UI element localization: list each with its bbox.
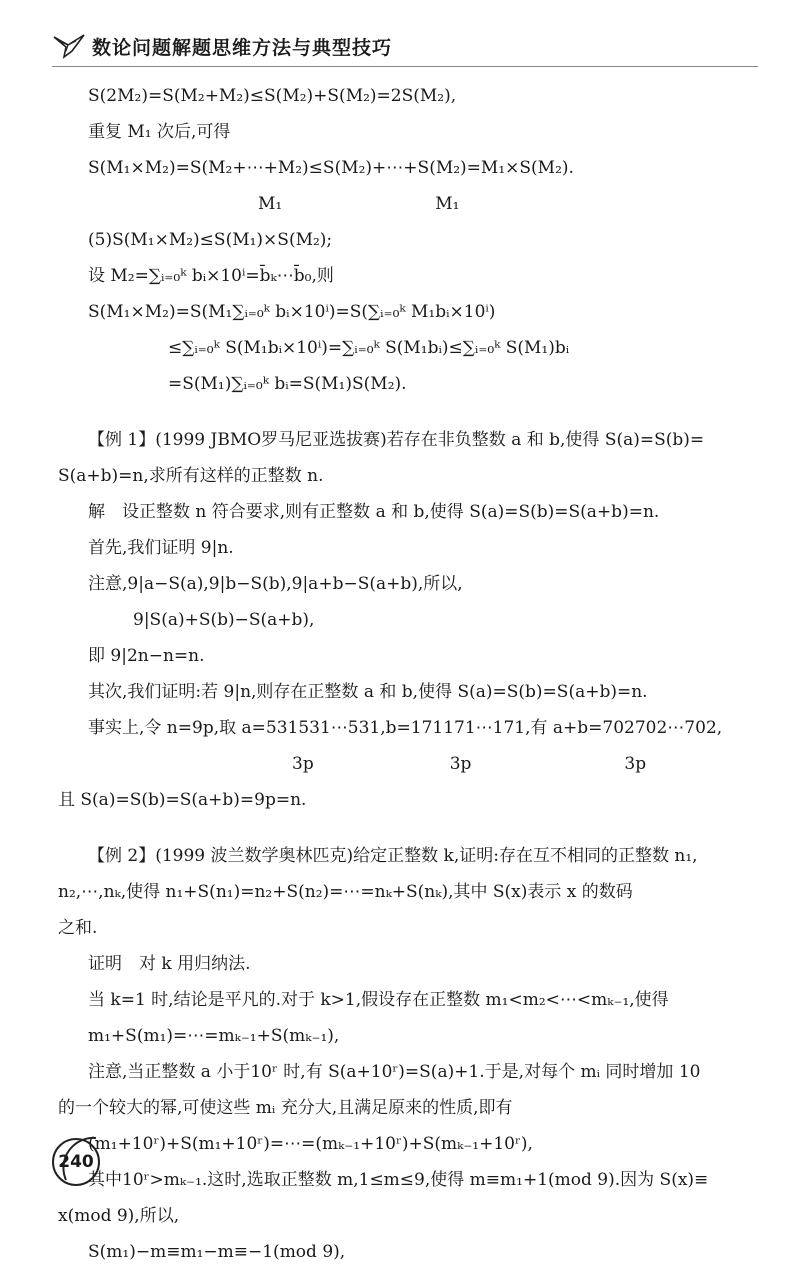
text-line-l21: 之和.: [58, 918, 98, 938]
text-line-l22: 证明 对 k 用归纳法.: [88, 954, 251, 974]
paragraph-gap: [58, 402, 758, 422]
text-line-l11: 解 设正整数 n 符合要求,则有正整数 a 和 b,使得 S(a)=S(b)=S(a+b)=n.: [88, 502, 660, 522]
text-line-l6: S(M₁×M₂)=S(M₁∑ᵢ₌₀ᵏ bᵢ×10ⁱ)=S(∑ᵢ₌₀ᵏ M₁bᵢ×10ⁱ): [88, 302, 496, 322]
text-line-l16: 其次,我们证明:若 9|n,则存在正整数 a 和 b,使得 S(a)=S(b)=S(a+b)=n.: [88, 682, 648, 702]
text-line-l30: S(m₁)−m≡m₁−m≡−1(mod 9),: [88, 1242, 346, 1262]
text-line-l3: S(M₁×M₂)=S(M₂+⋯+M₂)≤S(M₂)+⋯+S(M₂)=M₁×S(M₂).: [88, 158, 574, 178]
text-line-l2: 重复 M₁ 次后,可得: [88, 122, 231, 142]
text-line-l5: 设 M₂=∑ᵢ₌₀ᵏ bᵢ×10ⁱ=b̄ₖ⋯b̄₀,则: [88, 266, 334, 286]
text-line-l15: 即 9|2n−n=n.: [88, 646, 205, 666]
text-line-l25: 注意,当正整数 a 小于10ʳ 时,有 S(a+10ʳ)=S(a)+1.于是,对每个 mᵢ 同时增加 10: [88, 1062, 701, 1082]
text-line-l23: 当 k=1 时,结论是平凡的.对于 k>1,假设存在正整数 m₁<m₂<⋯<mₖ₋₁,使得: [88, 990, 669, 1010]
book-title: 数论问题解题思维方法与典型技巧: [92, 36, 393, 59]
text-line-l1: S(2M₂)=S(M₂+M₂)≤S(M₂)+S(M₂)=2S(M₂),: [88, 86, 457, 106]
text-line-l17: 事实上,令 n=9p,取 a=531531⋯531,b=171171⋯171,有 a+b=702702⋯702,: [88, 718, 723, 738]
page-header: [52, 28, 392, 64]
book-logo-icon: [52, 31, 86, 61]
text-line-l9: 【例 1】(1999 JBMO罗马尼亚选拔赛)若存在非负整数 a 和 b,使得 S(a)=S(b)=: [88, 430, 705, 450]
page-number: 240: [52, 1138, 100, 1186]
text-line-l17b: 3p 3p 3p: [88, 754, 647, 774]
text-line-l24: m₁+S(m₁)=⋯=mₖ₋₁+S(mₖ₋₁),: [88, 1026, 340, 1046]
text-line-l4: (5)S(M₁×M₂)≤S(M₁)×S(M₂);: [88, 230, 333, 250]
text-line-l26: 的一个较大的幂,可使这些 mᵢ 充分大,且满足原来的性质,即有: [58, 1098, 513, 1118]
text-line-l10: S(a+b)=n,求所有这样的正整数 n.: [58, 466, 324, 486]
text-line-l12: 首先,我们证明 9|n.: [88, 538, 234, 558]
text-line-l14: 9|S(a)+S(b)−S(a+b),: [133, 610, 315, 630]
text-line-l29: x(mod 9),所以,: [58, 1206, 180, 1226]
page-content: [58, 78, 758, 1270]
header-rule: [52, 66, 758, 67]
text-line-l18: 且 S(a)=S(b)=S(a+b)=9p=n.: [58, 790, 307, 810]
text-line-l28: 其中10ʳ>mₖ₋₁.这时,选取正整数 m,1≤m≤9,使得 m≡m₁+1(mod 9).因为 S(x)≡: [88, 1170, 709, 1190]
text-line-l13: 注意,9|a−S(a),9|b−S(b),9|a+b−S(a+b),所以,: [88, 574, 463, 594]
text-line-l7: ≤∑ᵢ₌₀ᵏ S(M₁bᵢ×10ⁱ)=∑ᵢ₌₀ᵏ S(M₁bᵢ)≤∑ᵢ₌₀ᵏ S(M₁)bᵢ: [168, 338, 570, 358]
text-line-l19: 【例 2】(1999 波兰数学奥林匹克)给定正整数 k,证明:存在互不相同的正整数 n₁,: [88, 846, 698, 866]
text-line-l20: n₂,⋯,nₖ,使得 n₁+S(n₁)=n₂+S(n₂)=⋯=nₖ+S(nₖ),其中 S(x)表示 x 的数码: [58, 882, 633, 902]
text-line-l27: (m₁+10ʳ)+S(m₁+10ʳ)=⋯=(mₖ₋₁+10ʳ)+S(mₖ₋₁+10ʳ),: [88, 1134, 533, 1154]
text-line-l3b: M₁ M₁: [88, 194, 460, 214]
text-line-l8: =S(M₁)∑ᵢ₌₀ᵏ bᵢ=S(M₁)S(M₂).: [168, 374, 407, 394]
paragraph-gap: [58, 818, 758, 838]
